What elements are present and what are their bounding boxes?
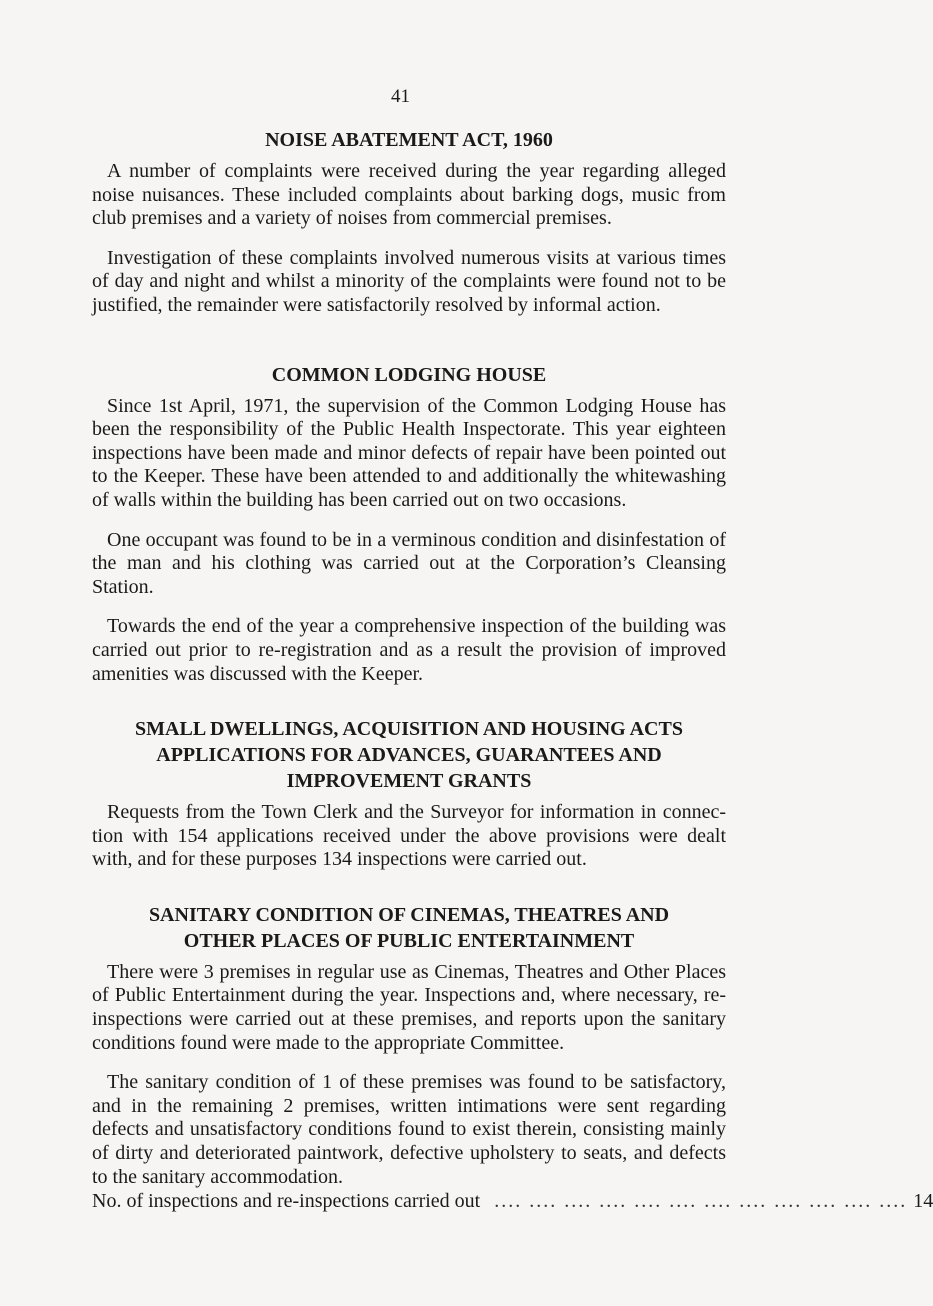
- section-heading-line: IMPROVEMENT GRANTS: [286, 770, 532, 793]
- summary-value: 14: [913, 1190, 933, 1213]
- section-common-lodging-house: [92, 362, 726, 687]
- section-heading-line: OTHER PLACES OF PUBLIC ENTERTAINMENT: [183, 929, 635, 952]
- section-sanitary-condition: [92, 902, 933, 1214]
- paragraph: Since 1st April, 1971, the supervision of the Common Lodging House has been the responsibility of the Public Health Inspectorate. This year eighteen inspections have been made and minor defects of repair have been pointed out to the Keeper. These have been attended to and additionally the whitewashing of walls within the building has been carried out on two occasions.: [92, 394, 726, 511]
- paragraph: A number of complaints were received during the year regarding alleged noise nuisances. These included complaints about barking dogs, music from club premises and a variety of noises from commercial premises.: [92, 160, 726, 230]
- paragraph: Towards the end of the year a comprehensive inspection of the building was carried out prior to re-registration and as a result the provision of improved amenities was discussed with the Keeper.: [92, 615, 726, 685]
- section-heading: COMMON LODGING HOUSE: [271, 363, 547, 386]
- section-heading-line: SMALL DWELLINGS, ACQUISITION AND HOUSING ACTS: [135, 718, 683, 741]
- section-heading: NOISE ABATEMENT ACT, 1960: [265, 129, 553, 151]
- section-noise-abatement: [92, 127, 726, 318]
- section-heading-line: APPLICATIONS FOR ADVANCES, GUARANTEES AND: [156, 744, 662, 767]
- page-number: 41: [391, 86, 410, 107]
- paragraph: One occupant was found to be in a verminous condition and disinfestation of the man and his clothing was carried out at the Corporation’s Cleansing Station.: [92, 528, 726, 598]
- paragraph: The sanitary condition of 1 of these premises was found to be satisfactory, and in the remaining 2 premises, written intimations were sent regarding defects and unsatisfactory conditions found to exist therein, consisting mainly of dirty and deteriorated paintwork, defective upholstery to seats, and defects to the sanitary accommodation.: [92, 1071, 726, 1188]
- section-heading-line: SANITARY CONDITION OF CINEMAS, THEATRES AND: [148, 903, 670, 926]
- paragraph: There were 3 premises in regular use as Cinemas, Theatres and Other Places of Public Entertainment during the year. Inspections and, where necessary, re-inspections were carried out at these premises, and reports upon the sanitary conditions found were made to the appropriate Committee.: [92, 960, 726, 1054]
- page-content: [92, 127, 933, 1214]
- paragraph: Investigation of these complaints involved numerous visits at various times of day and night and whilst a minority of the complaints were found not to be justified, the remainder were satisfactorily resolved by informal action.: [92, 246, 726, 316]
- dot-leader: .... .... .... .... .... .... .... .... .... .... .... ....: [494, 1190, 908, 1213]
- paragraph: Requests from the Town Clerk and the Surveyor for information in connec- tion with 154 applications received under the above provisions were dealt with, and for these purposes 134 inspections were carried out.: [92, 801, 726, 871]
- inspections-summary-line: [92, 1190, 933, 1214]
- section-small-dwellings: [92, 716, 726, 872]
- summary-label: No. of inspections and re-inspections carried out: [92, 1190, 481, 1213]
